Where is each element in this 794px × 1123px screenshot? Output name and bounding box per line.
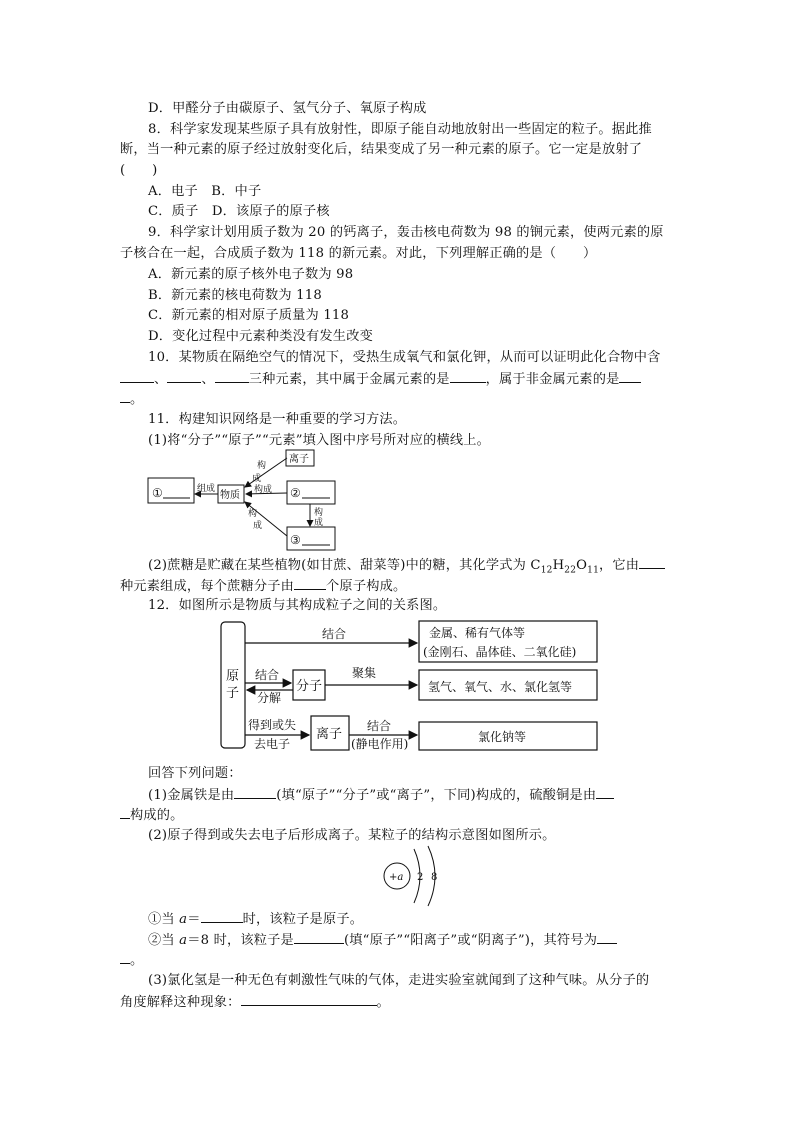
ion-label-12: 离子 bbox=[316, 727, 343, 742]
q12-part3-line2: 角度解释这种现象： 。 bbox=[120, 995, 390, 1010]
q8-options-cd: C．质子 D．该原子的原子核 bbox=[148, 204, 330, 219]
q11-part2-line1: (2)蔗糖是贮藏在某些植物(如甘蔗、甜菜等)中的糖，其化学式为 $C_{12}H_{22}O_{11}$，它由 bbox=[148, 556, 665, 580]
atom-box bbox=[221, 622, 245, 748]
gather-label: 聚集 bbox=[352, 666, 377, 680]
slot-3-label: ③ bbox=[290, 533, 301, 547]
compose-label: 组成 bbox=[197, 484, 216, 494]
atom-char-1: 原 bbox=[226, 669, 240, 684]
answer-blank[interactable] bbox=[120, 951, 130, 964]
q12-stem: 12．如图所示是物质与其构成粒子之间的关系图。 bbox=[148, 598, 447, 613]
answer-blank[interactable] bbox=[619, 370, 641, 383]
q12-prompt: 回答下列问题： bbox=[148, 766, 242, 781]
answer-blank[interactable] bbox=[596, 786, 614, 799]
box-top-line1: 金属、稀有气体等 bbox=[429, 626, 526, 640]
q12-part1-line2: 构成的。 bbox=[120, 806, 184, 824]
answer-blank[interactable] bbox=[201, 910, 243, 923]
ion-label: 离子 bbox=[289, 454, 309, 465]
q10-stem-2: 、 、 三种元素，其中属于金属元素的是 ，属于非金属元素的是 bbox=[120, 370, 641, 388]
q12-part2-sub2: ②当 a＝8 时，该粒子是 (填“原子”“阳离子”或“阴离子”)，其符号为 bbox=[148, 931, 617, 949]
q8-stem-2: 断，当一种元素的原子经过放射变化后，结果变成了另一种元素的原子。它一定是放射了 bbox=[120, 142, 643, 157]
answer-blank[interactable] bbox=[639, 556, 665, 569]
answer-blank[interactable] bbox=[294, 577, 326, 590]
answer-blank[interactable] bbox=[294, 931, 344, 944]
slot-box-1 bbox=[148, 478, 194, 503]
nucleus-charge: +a bbox=[389, 872, 404, 883]
slot-box-3 bbox=[287, 527, 335, 550]
electrostatic-label: (静电作用) bbox=[351, 737, 409, 751]
box-bot-label: 氯化钠等 bbox=[478, 730, 527, 744]
q9-option-a: A．新元素的原子核外电子数为 98 bbox=[148, 267, 354, 282]
atom-char-2: 子 bbox=[226, 686, 240, 701]
answer-blank[interactable] bbox=[597, 931, 617, 944]
answer-blank[interactable] bbox=[120, 370, 154, 383]
combine-mid-label: 结合 bbox=[255, 668, 280, 682]
q7-option-d: D．甲醛分子由碳原子、氢气分子、氧原子构成 bbox=[148, 101, 427, 116]
gain-lose-label-2: 去电子 bbox=[254, 737, 291, 751]
q8-options-ab: A．电子 B．中子 bbox=[148, 184, 262, 199]
q10-stem-3: 。 bbox=[120, 390, 143, 408]
gain-lose-label-1: 得到或失 bbox=[248, 718, 297, 732]
ion-box bbox=[286, 450, 314, 466]
answer-blank[interactable] bbox=[241, 993, 377, 1006]
ion-box-12 bbox=[311, 716, 349, 750]
decompose-label: 分解 bbox=[257, 691, 282, 705]
shell-1-count: 2 bbox=[417, 872, 424, 883]
cheng-label-vertical: 成 bbox=[314, 518, 324, 528]
box-mid-label: 氢气、氧气、水、氯化氢等 bbox=[428, 680, 573, 694]
answer-blank[interactable] bbox=[120, 806, 130, 819]
slot-2-label: ② bbox=[290, 486, 301, 500]
combine-top-label: 结合 bbox=[322, 627, 347, 641]
electron-shell-2 bbox=[428, 846, 438, 906]
answer-blank[interactable] bbox=[215, 370, 249, 383]
cheng-label-bottom: 成 bbox=[253, 521, 263, 531]
nucleus-circle bbox=[384, 863, 410, 889]
goucheng-label-mid: 构成 bbox=[254, 485, 273, 495]
q9-option-d: D．变化过程中元素种类没有发生改变 bbox=[148, 329, 373, 344]
cheng-label-top: 成 bbox=[252, 474, 262, 484]
q10-stem-1: 10．某物质在隔绝空气的情况下，受热生成氧气和氯化钾，从而可以证明此化合物中含 bbox=[148, 350, 661, 365]
q9-option-b: B．新元素的核电荷数为 118 bbox=[148, 288, 322, 303]
gou-label-top: 构 bbox=[257, 461, 267, 471]
box-molecular-substances bbox=[419, 670, 597, 700]
q11-part2-line2: 种元素组成，每个蔗糖分子由 个原子构成。 bbox=[120, 579, 407, 594]
q8-answer-paren: ( ) bbox=[120, 163, 158, 178]
q9-stem-1: 9．科学家计划用质子数为 20 的钙离子，轰击核电荷数为 98 的锎元素，使两元素的原 bbox=[148, 225, 664, 240]
slot-1-label: ① bbox=[152, 486, 163, 500]
electron-shell-1 bbox=[414, 849, 420, 903]
box-sodium-chloride bbox=[419, 722, 597, 750]
slot-box-2 bbox=[287, 481, 335, 504]
answer-blank[interactable] bbox=[167, 370, 201, 383]
q12-part2-sub1: ①当 a＝ 时，该粒子是原子。 bbox=[148, 912, 364, 927]
q12-part3-line1: (3)氯化氢是一种无色有刺激性气味的气体，走进实验室就闻到了这种气味。从分子的 bbox=[148, 973, 650, 988]
box-top-line2: (金刚石、晶体硅、二氧化硅) bbox=[423, 645, 577, 659]
matter-box bbox=[218, 485, 244, 503]
q12-part2: (2)原子得到或失去电子后形成离子。某粒子的结构示意图如图所示。 bbox=[148, 828, 556, 843]
molecule-label: 分子 bbox=[296, 679, 323, 694]
shell-2-count: 8 bbox=[431, 872, 438, 883]
q9-stem-2: 子核合在一起，合成质子数为 118 的新元素。对此，下列理解正确的是（ ） bbox=[120, 246, 597, 261]
gou-label-bottom: 构 bbox=[248, 509, 258, 519]
molecule-box bbox=[293, 670, 325, 700]
q11-part1: (1)将“分子”“原子”“元素”填入图中序号所对应的横线上。 bbox=[148, 433, 491, 448]
answer-blank[interactable] bbox=[234, 786, 276, 799]
q8-stem-1: 8．科学家发现某些原子具有放射性，即原子能自动地放射出一些固定的粒子。据此推 bbox=[148, 122, 652, 137]
box-metals bbox=[419, 621, 597, 662]
combine-bot-label: 结合 bbox=[367, 719, 392, 733]
answer-blank[interactable] bbox=[450, 370, 486, 383]
gou-label-vertical: 构 bbox=[314, 508, 324, 518]
q12-part1-line1: (1)金属铁是由 (填“原子”“分子”或“离子”，下同)构成的，硫酸铜是由 bbox=[148, 786, 614, 804]
q11-stem: 11．构建知识网络是一种重要的学习方法。 bbox=[148, 412, 407, 427]
q12-part2-sub2-end: 。 bbox=[120, 951, 143, 969]
matter-label: 物质 bbox=[220, 490, 240, 501]
q9-option-c: C．新元素的相对原子质量为 118 bbox=[148, 308, 350, 323]
answer-blank[interactable] bbox=[120, 390, 130, 403]
